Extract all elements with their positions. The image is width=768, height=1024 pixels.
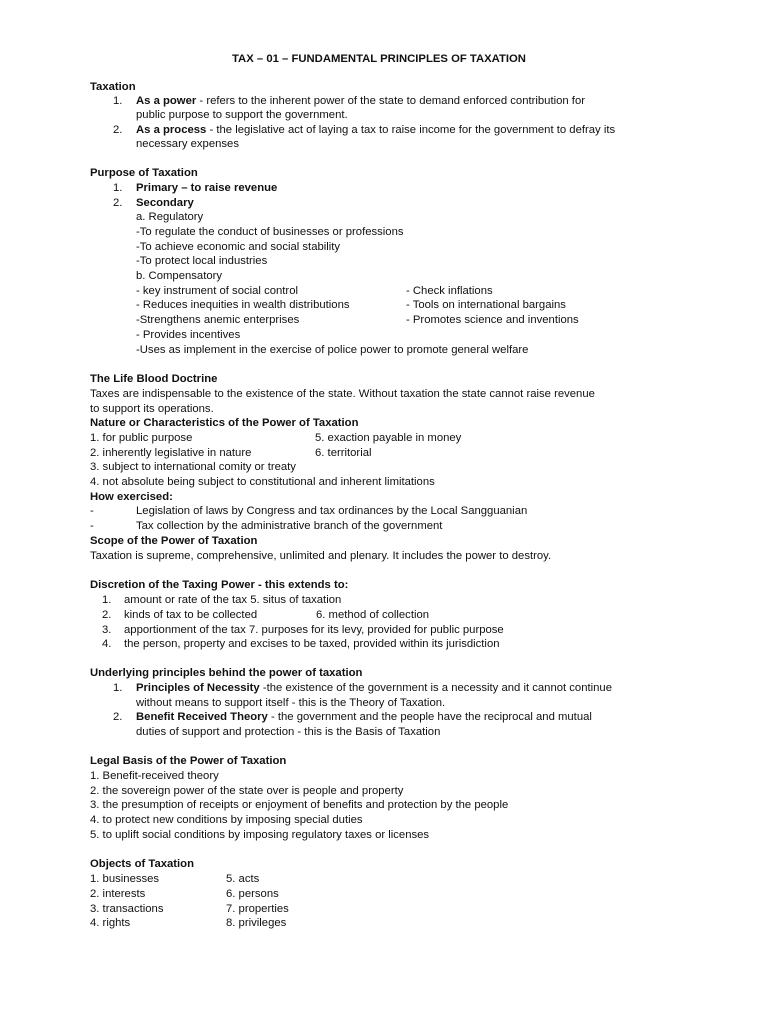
nature-item: 5. exaction payable in money [315, 432, 462, 444]
section-heading-objects: Objects of Taxation [90, 858, 194, 870]
compensatory-label: b. Compensatory [136, 270, 223, 282]
objects-item: 6. persons [226, 888, 279, 900]
compensatory-item: - Tools on international bargains [406, 299, 566, 311]
item-text: -the existence of the government is a necessity and it cannot continue [259, 682, 612, 694]
list-item [136, 681, 612, 695]
discretion-item: kinds of tax to be collected [124, 609, 258, 621]
list-number: 1. [113, 95, 123, 107]
compensatory-item: - Check inflations [406, 285, 493, 297]
discretion-item: 6. method of collection [316, 609, 430, 621]
objects-item: 4. rights [90, 917, 131, 929]
paragraph-line: Taxation is supreme, comprehensive, unlimited and plenary. It includes the power to destroy. [90, 550, 552, 562]
list-number: 2. [113, 711, 123, 723]
compensatory-item: -Strengthens anemic enterprises [136, 314, 300, 326]
list-item-continuation: necessary expenses [136, 138, 239, 150]
item-term: As a process [136, 124, 207, 136]
compensatory-item: - key instrument of social control [136, 285, 298, 297]
objects-item: 3. transactions [90, 903, 164, 915]
regulatory-item: -To regulate the conduct of businesses or professions [136, 226, 404, 238]
regulatory-item: -To protect local industries [136, 255, 268, 267]
objects-item: 8. privileges [226, 917, 287, 929]
section-heading-lifeblood: The Life Blood Doctrine [90, 373, 218, 385]
list-number: 2. [102, 609, 112, 621]
discretion-item: the person, property and excises to be taxed, provided within its jurisdiction [124, 638, 500, 650]
item-text: - the legislative act of laying a tax to raise income for the government to defray its [206, 124, 616, 136]
section-heading-legal-basis: Legal Basis of the Power of Taxation [90, 755, 287, 767]
compensatory-item: - Provides incentives [136, 329, 241, 341]
nature-item: 2. inherently legislative in nature [90, 447, 252, 459]
compensatory-item: - Promotes science and inventions [406, 314, 579, 326]
section-heading-scope: Scope of the Power of Taxation [90, 535, 258, 547]
item-term: As a power [136, 95, 197, 107]
section-heading-discretion: Discretion of the Taxing Power - this extends to: [90, 579, 349, 591]
compensatory-item: -Uses as implement in the exercise of police power to promote general welfare [136, 344, 529, 356]
item-text: - the government and the people have the reciprocal and mutual [267, 711, 592, 723]
list-item [136, 123, 615, 137]
exercised-item: Legislation of laws by Congress and tax ordinances by the Local Sangguanian [136, 505, 528, 517]
section-heading-purpose: Purpose of Taxation [90, 167, 198, 179]
legal-basis-item: 4. to protect new conditions by imposing special duties [90, 814, 363, 826]
section-heading-underlying: Underlying principles behind the power of taxation [90, 667, 363, 679]
nature-item: 4. not absolute being subject to constitutional and inherent limitations [90, 476, 435, 488]
list-number: 1. [102, 594, 112, 606]
regulatory-label: a. Regulatory [136, 211, 204, 223]
list-number: 2. [113, 197, 123, 209]
purpose-secondary: Secondary [136, 197, 194, 209]
list-number: 1. [113, 182, 123, 194]
section-heading-taxation: Taxation [90, 81, 136, 93]
list-dash: - [90, 520, 94, 532]
objects-item: 1. businesses [90, 873, 160, 885]
legal-basis-item: 2. the sovereign power of the state over is people and property [90, 785, 404, 797]
list-item-continuation: without means to support itself - this is the Theory of Taxation. [136, 697, 446, 709]
paragraph-line: Taxes are indispensable to the existence of the state. Without taxation the state cannot raise revenue [90, 388, 595, 400]
document-title: TAX – 01 – FUNDAMENTAL PRINCIPLES OF TAXATION [232, 53, 526, 65]
list-number: 1. [113, 682, 123, 694]
list-item [136, 94, 585, 108]
list-item-continuation: public purpose to support the government. [136, 109, 348, 121]
objects-item: 5. acts [226, 873, 260, 885]
discretion-item: amount or rate of the tax 5. situs of taxation [124, 594, 342, 606]
legal-basis-item: 3. the presumption of receipts or enjoyment of benefits and protection by the people [90, 799, 509, 811]
purpose-primary: Primary – to raise revenue [136, 182, 278, 194]
nature-item: 1. for public purpose [90, 432, 193, 444]
compensatory-item: - Reduces inequities in wealth distributions [136, 299, 350, 311]
nature-item: 3. subject to international comity or treaty [90, 461, 296, 473]
paragraph-line: to support its operations. [90, 403, 214, 415]
list-dash: - [90, 505, 94, 517]
nature-item: 6. territorial [315, 447, 372, 459]
list-number: 4. [102, 638, 112, 650]
objects-item: 2. interests [90, 888, 146, 900]
regulatory-item: -To achieve economic and social stability [136, 241, 341, 253]
item-term: Benefit Received Theory [136, 711, 268, 723]
section-heading-nature: Nature or Characteristics of the Power of Taxation [90, 417, 359, 429]
list-item [136, 710, 592, 724]
list-number: 3. [102, 624, 112, 636]
legal-basis-item: 1. Benefit-received theory [90, 770, 219, 782]
objects-item: 7. properties [226, 903, 289, 915]
legal-basis-item: 5. to uplift social conditions by imposing regulatory taxes or licenses [90, 829, 430, 841]
section-heading-exercised: How exercised: [90, 491, 173, 503]
list-item-continuation: duties of support and protection - this is the Basis of Taxation [136, 726, 441, 738]
exercised-item: Tax collection by the administrative branch of the government [136, 520, 443, 532]
item-term: Principles of Necessity [136, 682, 260, 694]
item-text: - refers to the inherent power of the state to demand enforced contribution for [196, 95, 585, 107]
discretion-item: apportionment of the tax 7. purposes for its levy, provided for public purpose [124, 624, 504, 636]
list-number: 2. [113, 124, 123, 136]
